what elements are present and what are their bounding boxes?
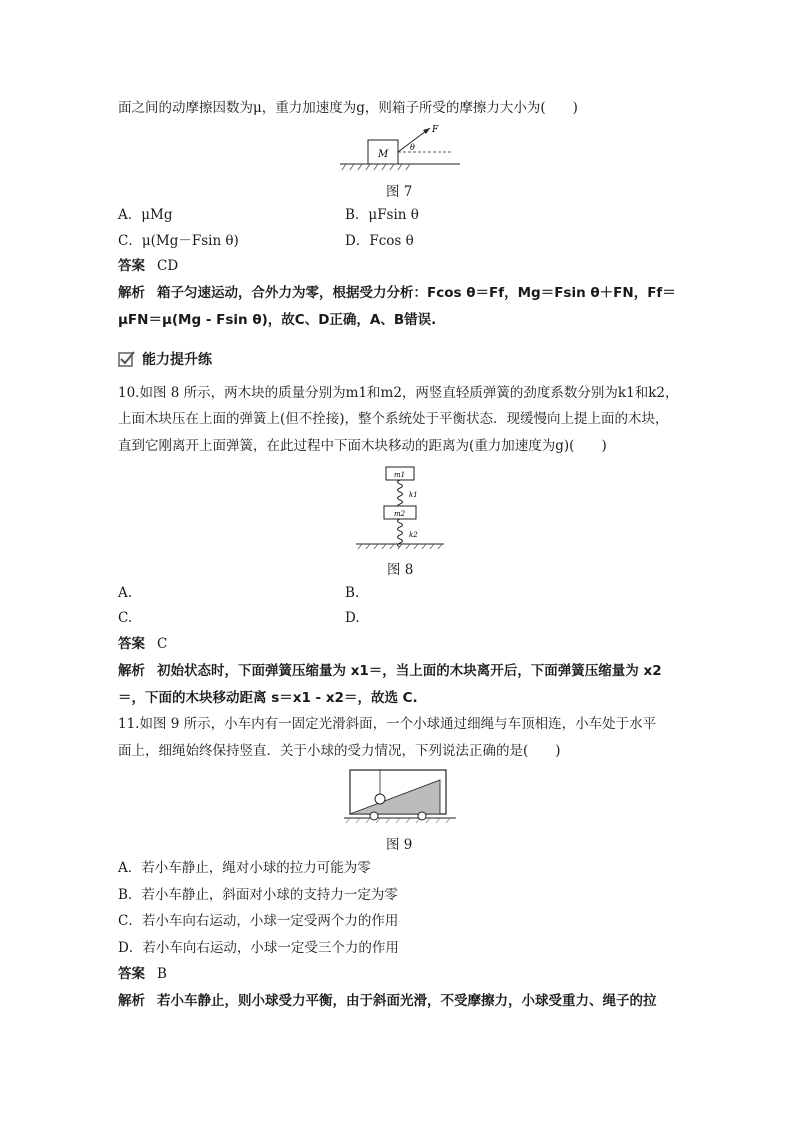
figure-9 xyxy=(344,768,456,826)
q10-analysis-line-2: ＝，下面的木块移动距离 s＝x1 - x2＝，故选 C. xyxy=(118,690,418,706)
analysis-text: 箱子匀速运动，合外力为零，根据受力分析：Fcos θ＝Ff，Mg＝Fsin θ＋FN，Ff＝ xyxy=(157,285,676,301)
q9-option-d: D．Fcos θ xyxy=(345,233,414,249)
q11-option-a: A．若小车静止，绳对小球的拉力可能为零 xyxy=(118,860,371,876)
figure-7 xyxy=(340,122,470,172)
q11-option-d: D．若小车向右运动，小球一定受三个力的作用 xyxy=(118,940,399,956)
analysis-label: 解析 xyxy=(118,993,145,1009)
q9-option-a: A．μMg xyxy=(118,207,173,223)
q10-option-b: B. xyxy=(345,585,360,601)
q11-line-1: 11.如图 9 所示，小车内有一固定光滑斜面，一个小球通过细绳与车顶相连，小车处于水平 xyxy=(118,716,657,732)
q11-line-2: 面上，细绳始终保持竖直．关于小球的受力情况，下列说法正确的是( ) xyxy=(118,743,561,759)
q9-analysis-line-1 xyxy=(118,283,676,303)
q9-analysis-line-2: μFN＝μ(Mg - Fsin θ)，故C、D正确，A、B错误. xyxy=(118,312,437,328)
box-label: M xyxy=(378,149,389,160)
analysis-text: 若小车静止，则小球受力平衡，由于斜面光滑，不受摩擦力，小球受重力、绳子的拉 xyxy=(157,993,657,1009)
q10-line-1: 10.如图 8 所示，两木块的质量分别为m1和m2，两竖直轻质弹簧的劲度系数分别为k1和k2， xyxy=(118,385,679,401)
q11-option-b: B．若小车静止，斜面对小球的支持力一定为零 xyxy=(118,887,398,903)
answer-value: B xyxy=(157,966,167,982)
force-label: F xyxy=(432,125,439,135)
figure-8-caption: 图 8 xyxy=(387,562,414,578)
analysis-label: 解析 xyxy=(118,663,145,679)
q10-option-d: D. xyxy=(345,610,360,626)
analysis-label: 解析 xyxy=(118,285,145,301)
figure-8 xyxy=(356,462,446,550)
answer-value: C xyxy=(157,636,168,652)
figure-7-caption: 图 7 xyxy=(386,184,413,200)
q10-line-2: 上面木块压在上面的弹簧上(但不拴接)，整个系统处于平衡状态．现缓慢向上提上面的木块， xyxy=(118,411,669,427)
question-9-tail: 面之间的动摩擦因数为μ，重力加速度为g，则箱子所受的摩擦力大小为( ) xyxy=(118,100,578,116)
angle-label: θ xyxy=(410,143,415,152)
q10-option-c: C. xyxy=(118,610,133,626)
q9-answer xyxy=(118,256,178,276)
q9-option-c: C．μ(Mg－Fsin θ) xyxy=(118,233,239,249)
answer-label: 答案 xyxy=(118,258,145,274)
q11-option-c: C．若小车向右运动，小球一定受两个力的作用 xyxy=(118,913,399,929)
q11-answer xyxy=(118,964,167,984)
q9-option-b: B．μFsin θ xyxy=(345,207,419,223)
q10-line-3: 直到它刚离开上面弹簧，在此过程中下面木块移动的距离为(重力加速度为g)( ) xyxy=(118,438,607,454)
analysis-text: 初始状态时，下面弹簧压缩量为 x1＝，当上面的木块离开后，下面弹簧压缩量为 x2 xyxy=(157,663,662,679)
section-title: 能力提升练 xyxy=(142,352,212,368)
k2-label: k2 xyxy=(409,531,418,539)
answer-label: 答案 xyxy=(118,966,145,982)
q10-option-a: A. xyxy=(118,585,133,601)
checkmark-icon xyxy=(118,350,136,368)
section-header xyxy=(118,348,212,370)
figure-9-caption: 图 9 xyxy=(386,837,413,853)
q10-analysis-line-1 xyxy=(118,661,662,681)
k1-label: k1 xyxy=(409,491,418,499)
m2-label: m2 xyxy=(394,510,406,518)
q10-answer xyxy=(118,634,167,654)
answer-value: CD xyxy=(157,258,179,274)
q11-analysis-line-1 xyxy=(118,991,657,1011)
m1-label: m1 xyxy=(394,471,406,479)
answer-label: 答案 xyxy=(118,636,145,652)
